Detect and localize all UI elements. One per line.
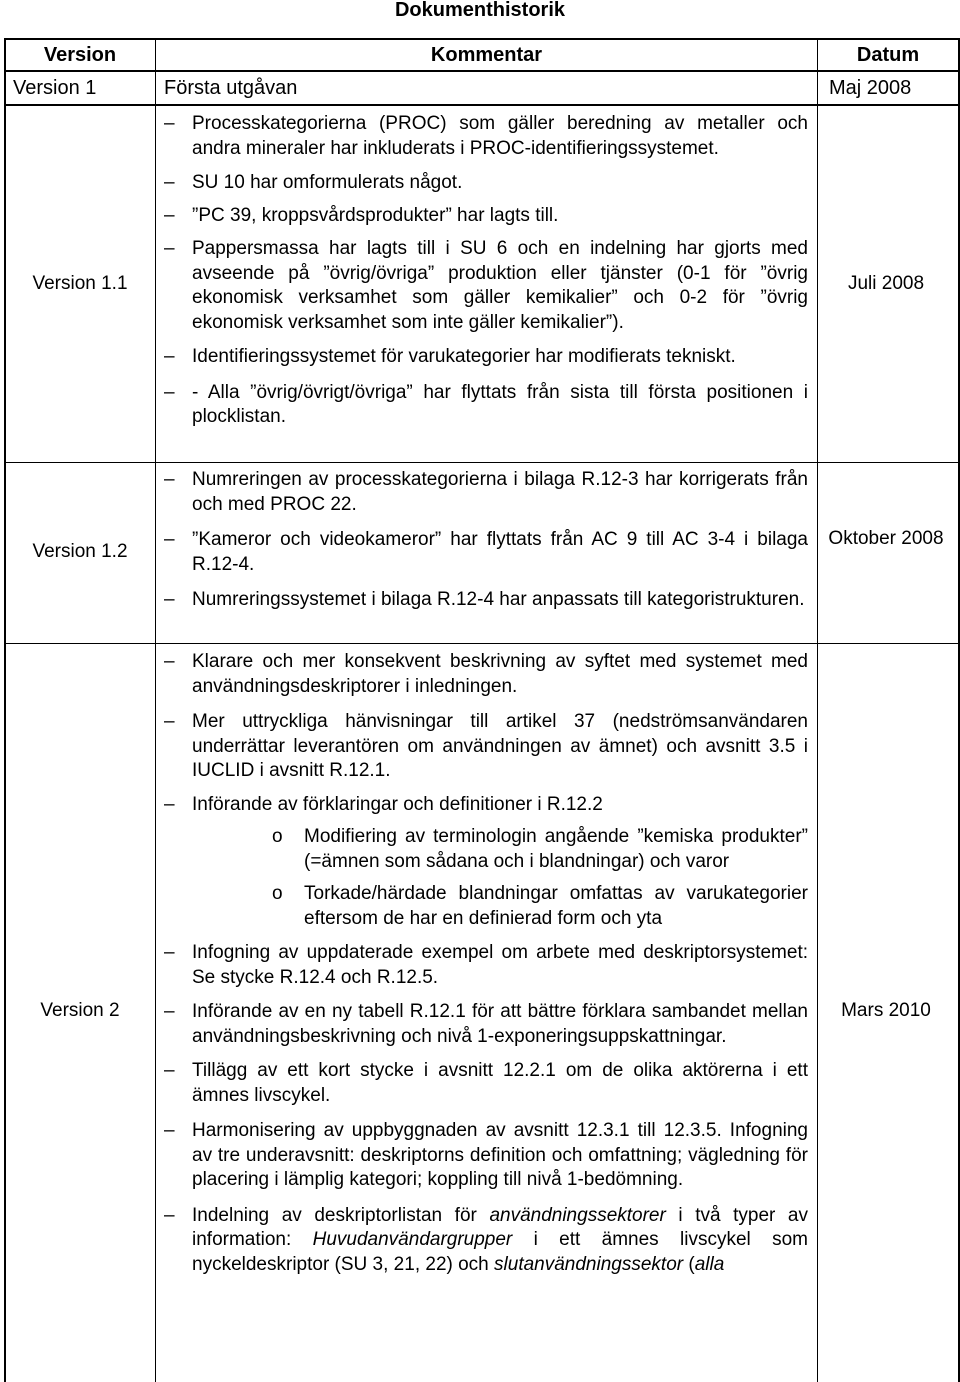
sub-list-item: o Modifiering av terminologin angående ”kemiska produkter” (=ämnen som sådana och i blandningar) och varor	[192, 825, 808, 874]
text-segment: i ett ämnes livscykel som nyckeldeskriptor (SU 3, 21, 22) och	[192, 1229, 808, 1275]
italic-term: slutanvändningssektor	[494, 1253, 684, 1275]
row-v2-version: Version 2	[40, 1000, 120, 1021]
list-item: – Mer uttryckliga hänvisningar till artikel 37 (nedströmsanvändaren underrättar leverantören om användningen av ämnet) och avsnitt 3.5 i IUCLID i avsnitt R.12.1.	[164, 710, 808, 784]
sub-list	[192, 825, 808, 931]
italic-term: alla	[694, 1253, 725, 1275]
list-item: – ”PC 39, kroppsvårdsprodukter” har lagts till.	[164, 204, 808, 229]
row-v2-date: Mars 2010	[841, 1000, 931, 1021]
row-v2-comment-list	[164, 650, 808, 1277]
header-comment: Kommentar	[430, 44, 543, 66]
row1-date: Maj 2008	[829, 77, 912, 99]
sub-list-item: o Torkade/härdade blandningar omfattas av varukategorier eftersom de har en definierad form och yta	[192, 882, 808, 931]
header-date: Datum	[856, 44, 920, 66]
list-item: – Numreringen av processkategorierna i bilaga R.12-3 har korrigerats från och med PROC 22.	[164, 468, 808, 517]
italic-term: Huvudanvändargrupper	[312, 1229, 513, 1250]
list-item: – Infogning av uppdaterade exempel om arbete med deskriptorsystemet: Se stycke R.12.4 och R.12.5.	[164, 941, 808, 990]
list-item: – Harmonisering av uppbyggnaden av avsnitt 12.3.1 till 12.3.5. Infogning av tre underavsnitt: deskriptorns definition och omfattning; vägledning för placering i lämplig kategori; koppling till nivå 1-bedömning.	[164, 1119, 808, 1193]
text-segment: (	[683, 1253, 695, 1275]
list-item: – Processkategorierna (PROC) som gäller beredning av metaller och andra mineraler har inkluderats i PROC-identifieringssystemet.	[164, 112, 808, 161]
row-v12-comment-list	[164, 468, 808, 613]
column-divider-2	[817, 38, 818, 1382]
row1-comment: Första utgåvan	[164, 77, 298, 99]
list-item: – Numreringssystemet i bilaga R.12-4 har anpassats till kategoristrukturen.	[164, 588, 808, 613]
list-item: – Klarare och mer konsekvent beskrivning av syftet med systemet med användningsdeskriptorer i inledningen.	[164, 650, 808, 699]
text-segment: i två typer av information:	[192, 1204, 808, 1250]
list-item: – ”Kameror och videokameror” har flyttats från AC 9 till AC 3-4 i bilaga R.12-4.	[164, 528, 808, 577]
list-item-text: Införande av förklaringar och definitioner i R.12.2	[192, 793, 603, 815]
page-title: Dokumenthistorik	[394, 0, 566, 21]
row-v11-comment-list	[164, 112, 808, 430]
header-version: Version	[43, 44, 117, 66]
list-item: – SU 10 har omformulerats något.	[164, 171, 808, 196]
column-divider-1	[155, 38, 156, 1382]
table-left-border	[4, 38, 6, 1382]
text-segment: Indelning av deskriptorlistan för	[192, 1204, 490, 1226]
row1-version: Version 1	[13, 77, 97, 99]
list-item	[164, 793, 808, 932]
row-v11-version: Version 1.1	[32, 273, 128, 294]
list-item: – Införande av en ny tabell R.12.1 för att bättre förklara sambandet mellan användningsbeskrivning och nivå 1-exponeringsuppskattningar.	[164, 1000, 808, 1049]
list-item	[164, 1204, 808, 1278]
list-item: – Tillägg av ett kort stycke i avsnitt 12.2.1 om de olika aktörerna i ett ämnes livscykel.	[164, 1059, 808, 1108]
list-item: – Pappersmassa har lagts till i SU 6 och en indelning har gjorts med avseende på ”övrig/övriga” produktion eller tjänster (0-1 för ”övrig ekonomisk verksamhet som gäller kemikalier” och 0-2 för ”övrig ekonomisk verksamhet som inte gäller kemikalier”).	[164, 237, 808, 335]
row-v11-date: Juli 2008	[847, 273, 925, 294]
row-v12-date: Oktober 2008	[828, 528, 944, 549]
row-v12-version: Version 1.2	[32, 541, 128, 562]
list-item: – Identifieringssystemet för varukategorier har modifierats tekniskt.	[164, 345, 808, 370]
italic-term: användningssektorer	[489, 1204, 666, 1226]
list-item: – - Alla ”övrig/övrigt/övriga” har flyttats från sista till första positionen i plocklistan.	[164, 381, 808, 430]
